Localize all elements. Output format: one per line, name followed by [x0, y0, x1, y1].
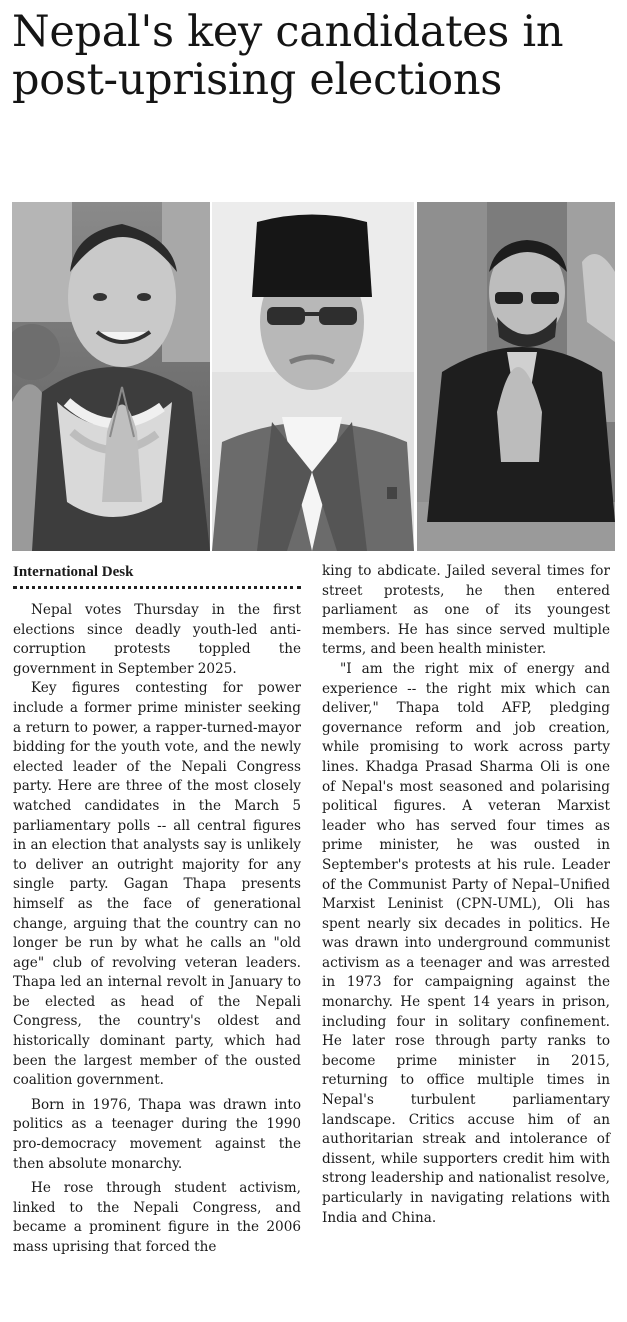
column-left: [13, 562, 301, 1258]
byline: International Desk: [13, 562, 301, 589]
column-right: [322, 562, 610, 1228]
photo-strip: [12, 202, 615, 551]
photo-gagan-thapa: [12, 202, 210, 551]
paragraph-3: Born in 1976, Thapa was drawn into politics as a teenager during the 1990 pro-democracy movement against the then absolute monarchy.: [13, 1096, 301, 1172]
paragraph-4: He rose through student activism, linked to the Nepali Congress, and became a prominent figure in the 2006 mass uprising that forced the: [13, 1180, 301, 1255]
paragraph-4-continued: king to abdicate. Jailed several times for street protests, he then entered parliament as one of its youngest members. He has since served multiple terms, and been health minister.: [322, 563, 610, 658]
photo-balendra-shah: [417, 202, 615, 551]
headline: Nepal's key candidates in post-uprising elections: [12, 7, 564, 105]
paragraph-2: Key figures contesting for power include a former prime minister seeking a return to power, a rapper-turned-mayor bidding for the youth vote, and the newly elected leader of the Nepali Congress party. Here are three of the most closely watched candidates in the March 5 parliamentary polls -- all central figures in an election that analysts say is unlikely to deliver an outright majority for any single party. Gagan Thapa presents himself as the face of generational change, arguing that the country can no longer be run by what he calls an "old age" club of revolving veteran leaders. Thapa led an internal revolt in January to be elected as head of the Nepali Congress, the country's oldest and historically dominant party, which had been the largest member of the ousted coalition government.: [13, 680, 301, 1089]
paragraph-5: "I am the right mix of energy and experience -- the right mix which can deliver," Thapa told AFP, pledging governance reform and job creation, while promising to work across party lines. Khadga Prasad Sharma Oli is one of Nepal's most seasoned and polarising political figures. A veteran Marxist leader who has served four times as prime minister, he was ousted in September's protests at his rule. Leader of the Communist Party of Nepal–Unified Marxist Leninist (CPN-UML), Oli has spent nearly six decades in politics. He was drawn into underground communist activism as a teenager and was arrested in 1973 for campaigning against the monarchy. He spent 14 years in prison, including four in solitary confinement. He later rose through party ranks to become prime minister in 2015, returning to office multiple times in Nepal's turbulent parliamentary landscape. Critics accuse him of an authoritarian streak and intolerance of dissent, while supporters credit him with strong leadership and nationalist resolve, particularly in navigating relations with India and China.: [322, 660, 610, 1226]
photo-kp-sharma-oli: [212, 202, 414, 551]
paragraph-1: Nepal votes Thursday in the first elections since deadly youth-led anti-corruption protests toppled the government in September 2025.: [13, 602, 301, 677]
